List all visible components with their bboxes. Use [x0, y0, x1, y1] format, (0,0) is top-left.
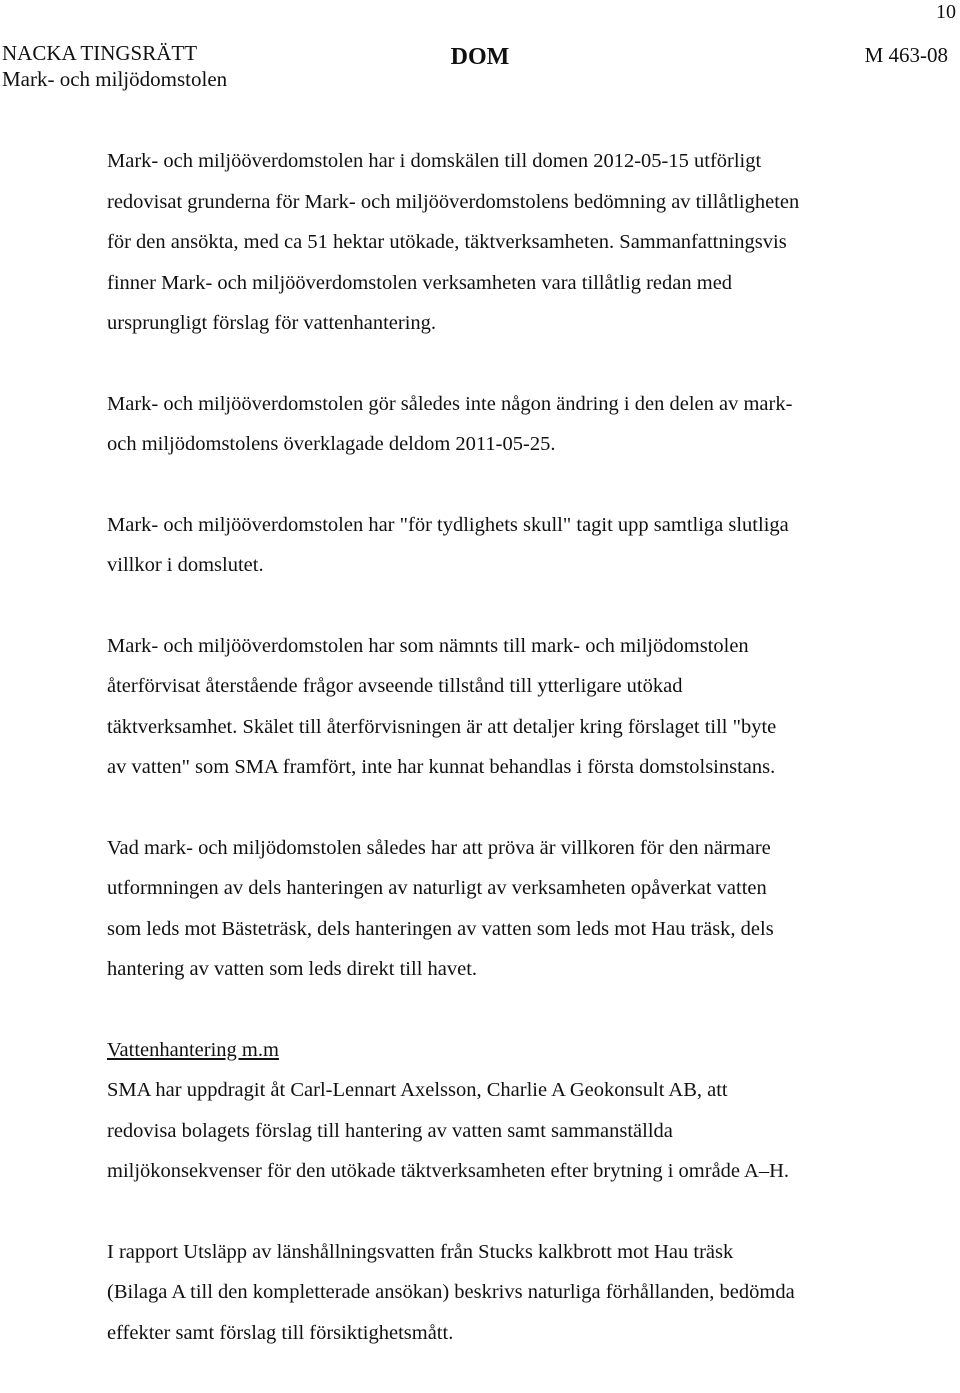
text-line: redovisat grunderna för Mark- och miljööverdomstolens bedömning av tillåtligheten [107, 190, 800, 213]
court-division: Mark- och miljödomstolen [2, 67, 228, 91]
text-line: redovisa bolagets förslag till hantering av vatten samt sammanställda [107, 1119, 673, 1142]
page-number: 10 [936, 1, 956, 23]
text-line: som leds mot Bästeträsk, dels hanteringen av vatten som leds mot Hau träsk, dels [107, 917, 774, 940]
text-line: och miljödomstolens överklagade deldom 2011-05-25. [107, 433, 556, 455]
section-paragraph-2 [107, 1232, 907, 1354]
text-line: täktverksamhet. Skälet till återförvisningen är att detaljer kring förslaget till "byte [107, 715, 777, 738]
text-line: Mark- och miljööverdomstolen gör således inte någon ändring i den delen av mark- [107, 392, 793, 415]
paragraph-4 [107, 626, 907, 788]
court-name: NACKA TINGSRÄTT [2, 41, 198, 65]
paragraph-5 [107, 828, 907, 990]
paragraph-2 [107, 384, 907, 465]
document-body [107, 141, 907, 1393]
text-line: utformningen av dels hanteringen av naturligt av verksamheten opåverkat vatten [107, 877, 767, 899]
text-line: Mark- och miljööverdomstolen har "för tydlighets skull" tagit upp samtliga slutliga [107, 513, 789, 536]
section-heading: Vattenhantering m.m [107, 1038, 279, 1061]
document-type: DOM [450, 44, 510, 70]
text-line: Mark- och miljööverdomstolen har som nämnts till mark- och miljödomstolen [107, 634, 749, 657]
text-line: återförvisat återstående frågor avseende tillstånd till ytterligare utökad [107, 675, 683, 697]
text-line: av vatten" som SMA framfört, inte har kunnat behandlas i första domstolsinstans. [107, 756, 776, 778]
case-number: M 463-08 [864, 43, 948, 67]
text-line: Vad mark- och miljödomstolen således har att pröva är villkoren för den närmare [107, 836, 771, 859]
text-line: hantering av vatten som leds direkt till havet. [107, 958, 478, 980]
text-line: effekter samt förslag till försiktighetsmått. [107, 1321, 454, 1344]
text-line: Mark- och miljööverdomstolen har i domskälen till domen 2012-05-15 utförligt [107, 150, 762, 172]
text-line: villkor i domslutet. [107, 554, 264, 576]
section-paragraph-1 [107, 1070, 907, 1192]
text-line: ursprungligt förslag för vattenhantering. [107, 312, 437, 334]
text-line: för den ansökta, med ca 51 hektar utökade, täktverksamheten. Sammanfattningsvis [107, 231, 787, 253]
paragraph-3 [107, 505, 907, 586]
paragraph-1 [107, 141, 907, 344]
text-line: I rapport Utsläpp av länshållningsvatten från Stucks kalkbrott mot Hau träsk [107, 1240, 734, 1263]
text-line: (Bilaga A till den kompletterade ansökan) beskrivs naturliga förhållanden, bedömda [107, 1281, 795, 1303]
text-line: SMA har uppdragit åt Carl-Lennart Axelsson, Charlie A Geokonsult AB, att [107, 1079, 728, 1101]
text-line: miljökonsekvenser för den utökade täktverksamheten efter brytning i område A–H. [107, 1160, 789, 1182]
text-line: finner Mark- och miljööverdomstolen verksamheten vara tillåtlig redan med [107, 271, 733, 294]
